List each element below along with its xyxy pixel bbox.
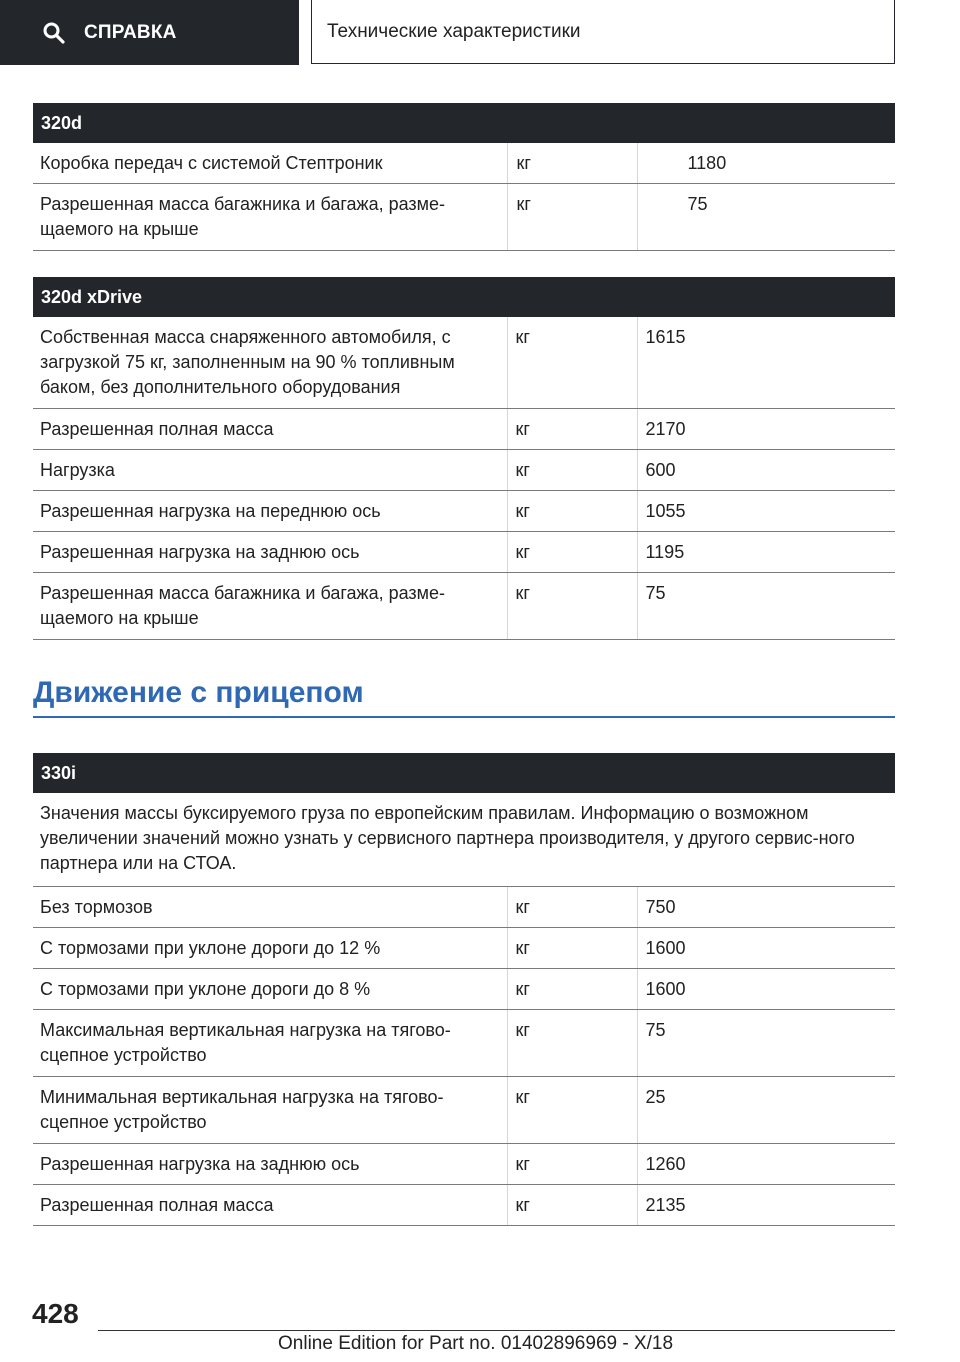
table-row bbox=[33, 1185, 895, 1226]
row-unit: кг bbox=[507, 573, 637, 640]
row-label: Максимальная вертикальная нагрузка на тягово-сцепное устройство bbox=[33, 1010, 507, 1077]
row-unit: кг bbox=[507, 409, 637, 450]
page-number: 428 bbox=[32, 1298, 79, 1329]
edition-note: Online Edition for Part no. 01402896969 - X/18 bbox=[278, 1333, 674, 1354]
table-row bbox=[33, 969, 895, 1010]
row-value: 75 bbox=[637, 573, 895, 640]
row-unit: кг bbox=[507, 1144, 637, 1185]
page-header bbox=[0, 0, 960, 66]
table-row bbox=[33, 450, 895, 491]
section-heading: Движение с прицепом bbox=[33, 676, 895, 718]
row-value: 1180 bbox=[637, 143, 895, 184]
row-value: 600 bbox=[637, 450, 895, 491]
row-value: 1260 bbox=[637, 1144, 895, 1185]
table-row bbox=[33, 184, 895, 251]
table-heading: 320d xDrive bbox=[33, 277, 895, 317]
row-value: 1600 bbox=[637, 969, 895, 1010]
row-value: 1195 bbox=[637, 532, 895, 573]
header-section-title: Технические характеристики bbox=[327, 20, 581, 42]
row-unit: кг bbox=[507, 317, 637, 409]
row-value: 750 bbox=[637, 887, 895, 928]
row-value: 75 bbox=[637, 1010, 895, 1077]
table-heading: 330i bbox=[33, 753, 895, 793]
row-unit: кг bbox=[507, 450, 637, 491]
row-label: Разрешенная масса багажника и багажа, разме-щаемого на крыше bbox=[33, 573, 507, 640]
row-value: 1615 bbox=[637, 317, 895, 409]
row-label: Без тормозов bbox=[33, 887, 507, 928]
spec-table-330i bbox=[33, 753, 895, 1226]
row-label: С тормозами при уклоне дороги до 12 % bbox=[33, 928, 507, 969]
row-value: 2135 bbox=[637, 1185, 895, 1226]
footer-divider bbox=[98, 1330, 895, 1331]
row-label: Собственная масса снаряженного автомобиля, с загрузкой 75 кг, заполненным на 90 % топливным баком, без дополнительного оборудования bbox=[33, 317, 507, 409]
row-unit: кг bbox=[507, 1077, 637, 1144]
row-unit: кг bbox=[507, 491, 637, 532]
table-row bbox=[33, 1144, 895, 1185]
table-note: Значения массы буксируемого груза по европейским правилам. Информацию о возможном увеличении значений можно узнать у сервисного партнера производителя, у другого сервис-ного партнера или на СТОА. bbox=[33, 793, 895, 887]
table-row bbox=[33, 143, 895, 184]
table-row bbox=[33, 317, 895, 409]
table-row bbox=[33, 928, 895, 969]
row-label: Разрешенная полная масса bbox=[33, 1185, 507, 1226]
row-label: Разрешенная нагрузка на заднюю ось bbox=[33, 532, 507, 573]
help-button[interactable] bbox=[0, 0, 299, 65]
table-row bbox=[33, 532, 895, 573]
table-row bbox=[33, 1077, 895, 1144]
table-row bbox=[33, 1010, 895, 1077]
row-value: 1600 bbox=[637, 928, 895, 969]
help-label: СПРАВКА bbox=[84, 21, 177, 43]
row-unit: кг bbox=[507, 532, 637, 573]
row-label: Минимальная вертикальная нагрузка на тягово-сцепное устройство bbox=[33, 1077, 507, 1144]
row-label: С тормозами при уклоне дороги до 8 % bbox=[33, 969, 507, 1010]
search-icon bbox=[42, 21, 66, 45]
table-note-row bbox=[33, 793, 895, 887]
row-unit: кг bbox=[507, 1010, 637, 1077]
row-label: Разрешенная масса багажника и багажа, разме-щаемого на крыше bbox=[33, 184, 507, 251]
section-title-box bbox=[311, 0, 895, 64]
row-value: 1055 bbox=[637, 491, 895, 532]
row-unit: кг bbox=[507, 184, 637, 251]
table-row bbox=[33, 491, 895, 532]
row-label: Разрешенная нагрузка на переднюю ось bbox=[33, 491, 507, 532]
row-unit: кг bbox=[507, 969, 637, 1010]
table-heading: 320d bbox=[33, 103, 895, 143]
table-row bbox=[33, 409, 895, 450]
row-unit: кг bbox=[507, 887, 637, 928]
row-unit: кг bbox=[507, 143, 637, 184]
spec-table-320d bbox=[33, 103, 895, 251]
row-value: 2170 bbox=[637, 409, 895, 450]
row-value: 75 bbox=[637, 184, 895, 251]
spec-table-320d-xdrive bbox=[33, 277, 895, 640]
table-row bbox=[33, 887, 895, 928]
row-label: Нагрузка bbox=[33, 450, 507, 491]
row-unit: кг bbox=[507, 928, 637, 969]
row-label: Коробка передач с системой Стептроник bbox=[33, 143, 507, 184]
row-unit: кг bbox=[507, 1185, 637, 1226]
row-value: 25 bbox=[637, 1077, 895, 1144]
table-row bbox=[33, 573, 895, 640]
row-label: Разрешенная полная масса bbox=[33, 409, 507, 450]
row-label: Разрешенная нагрузка на заднюю ось bbox=[33, 1144, 507, 1185]
